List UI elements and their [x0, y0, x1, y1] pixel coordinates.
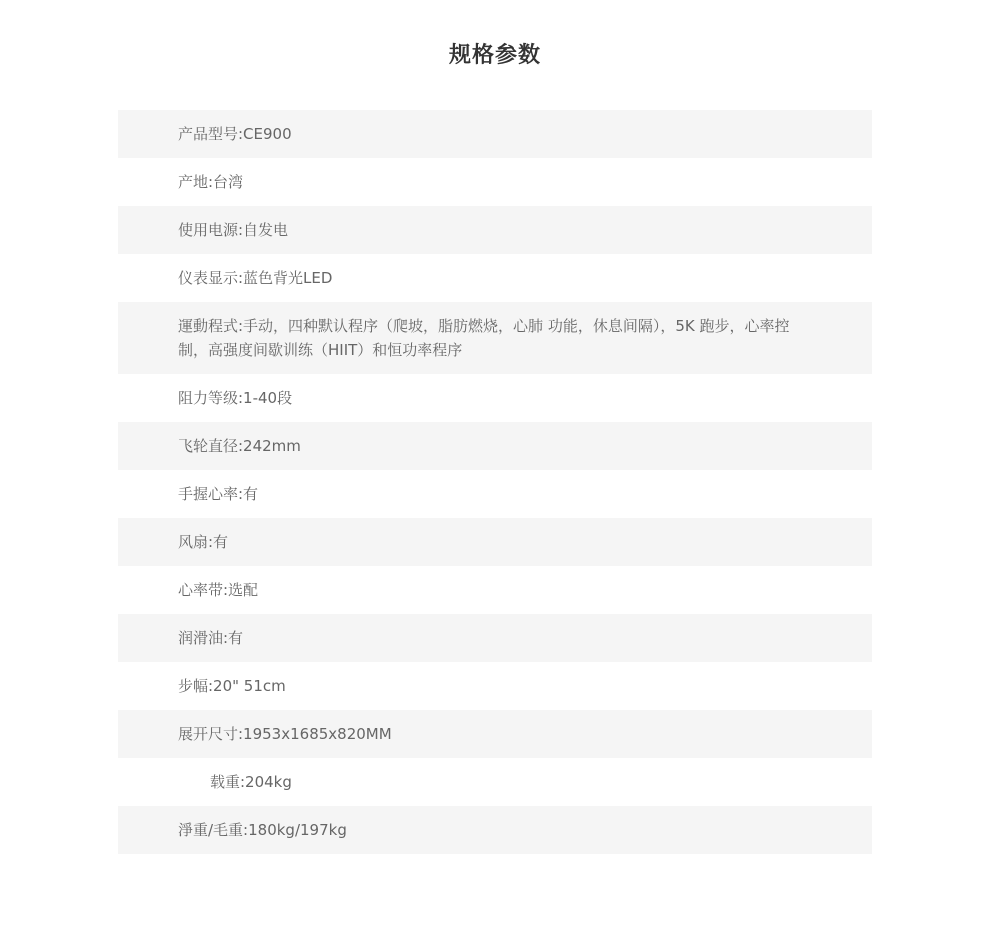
spec-row-fan: 风扇:有 [118, 518, 872, 566]
spec-row-display: 仪表显示:蓝色背光LED [178, 269, 333, 287]
spec-row-model: 产品型号:CE900 [118, 110, 872, 158]
spec-row-max-load: 载重:204kg [210, 773, 292, 791]
page-title: 规格参数 [448, 43, 541, 68]
spec-list [118, 110, 872, 854]
spec-row-hand-pulse: 手握心率:有 [178, 485, 259, 503]
spec-row-lubricant: 润滑油:有 [118, 614, 872, 662]
spec-row-weight: 淨重/毛重:180kg/197kg [118, 806, 872, 854]
spec-row-chest-strap: 心率带:选配 [178, 581, 259, 599]
spec-row-power: 使用电源:自发电 [118, 206, 872, 254]
spec-row-stride: 步幅:20" 51cm [178, 677, 286, 695]
spec-row-programs: 運動程式:手动，四种默认程序（爬坡，脂肪燃烧，心肺 功能，休息间隔），5K 跑步，心率控制，高强度间歇训练（HIIT）和恒功率程序 [118, 302, 872, 374]
spec-row-dimensions: 展开尺寸:1953x1685x820MM [118, 710, 872, 758]
spec-row-origin: 产地:台湾 [178, 173, 244, 191]
spec-row-flywheel: 飞轮直径:242mm [118, 422, 872, 470]
spec-row-resistance: 阻力等级:1-40段 [178, 389, 293, 407]
